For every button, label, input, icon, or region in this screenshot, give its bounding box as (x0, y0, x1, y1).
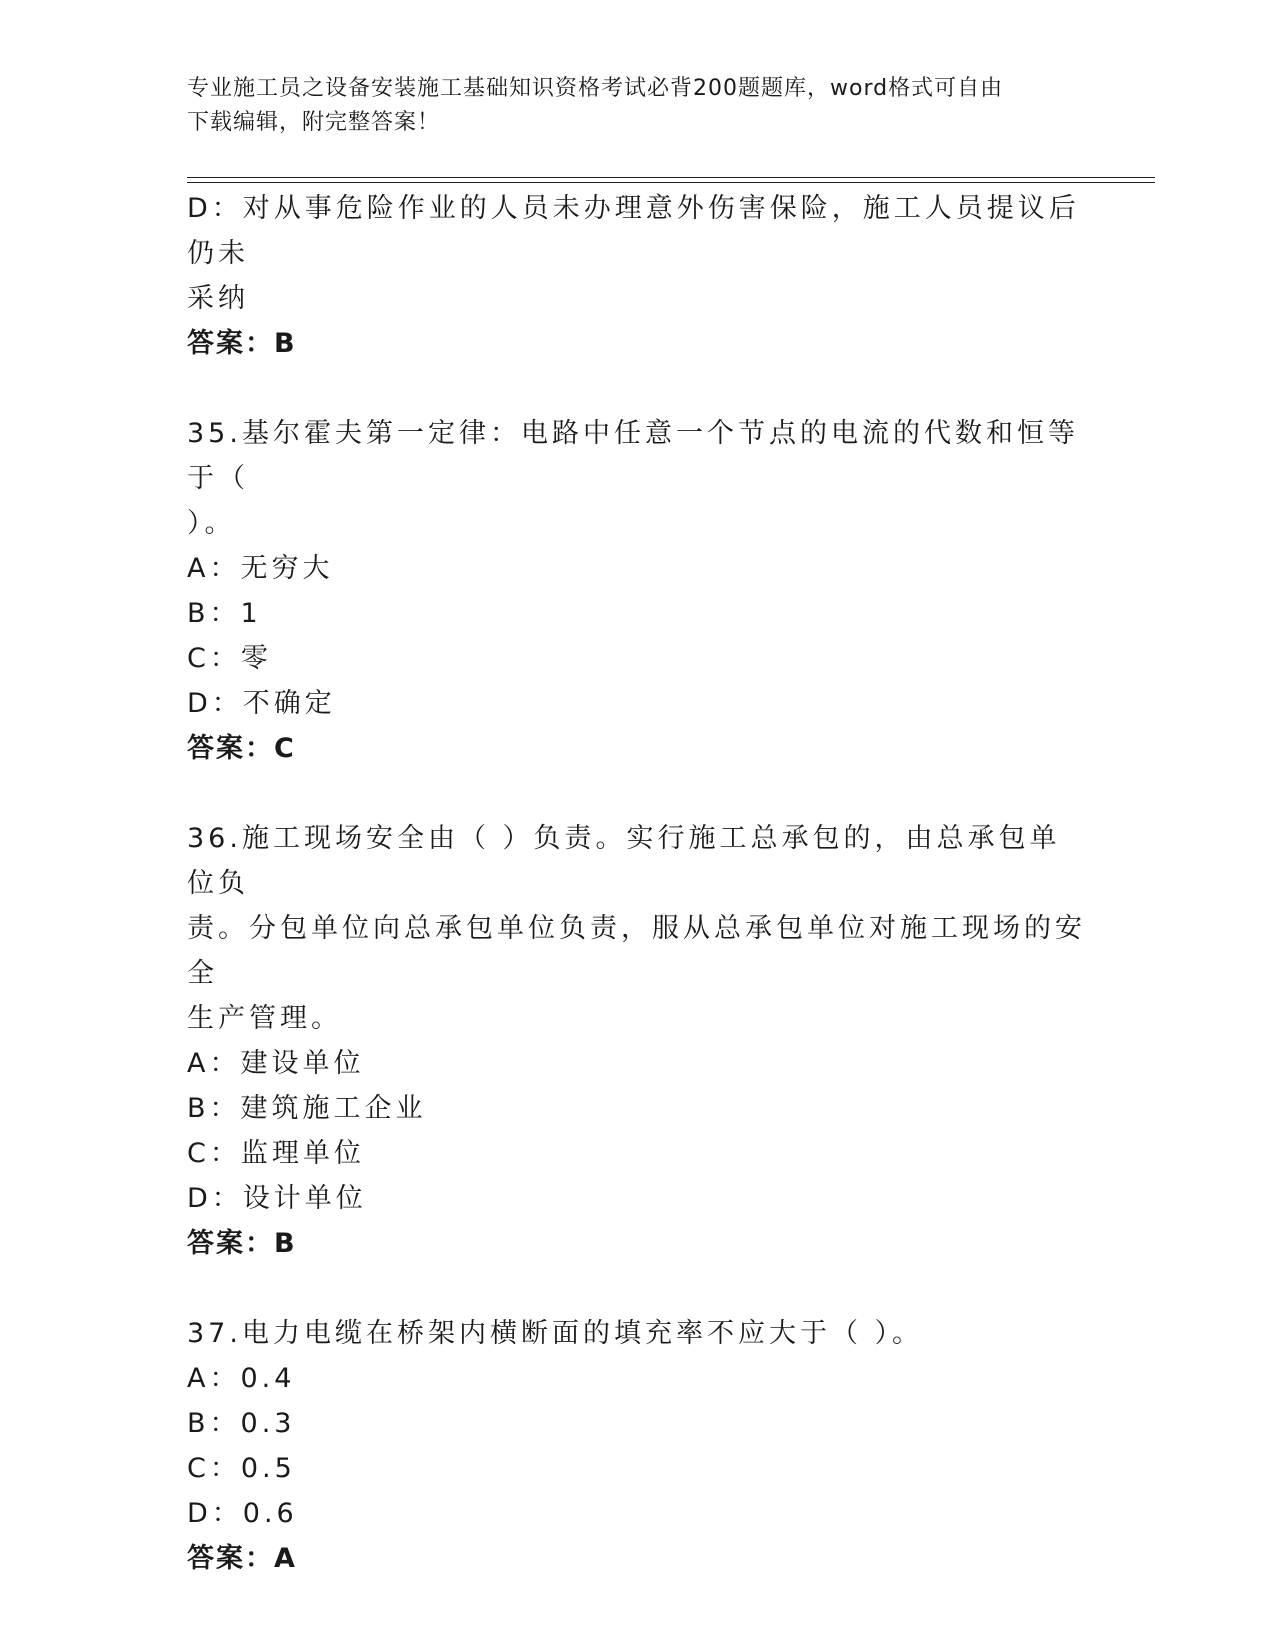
answer-line: 答案：B (187, 1228, 297, 1259)
page-header (187, 72, 1067, 140)
option-a: A：0.4 (187, 1363, 296, 1394)
option-d-continued: 采纳 (187, 283, 249, 314)
header-line-2: 下载编辑，附完整答案！ (187, 110, 441, 135)
option-b: B：建筑施工企业 (187, 1093, 427, 1124)
spacer (187, 366, 1087, 411)
header-divider-bottom (187, 182, 1155, 183)
answer-line: 答案：C (187, 733, 296, 764)
option-d: D：不确定 (187, 688, 336, 719)
header-line-1: 专业施工员之设备安装施工基础知识资格考试必背200题题库，word格式可自由 (187, 76, 1004, 101)
answer-line: 答案：A (187, 1543, 297, 1574)
previous-question-tail (187, 186, 1087, 366)
option-c: C：零 (187, 643, 272, 674)
option-d: D：0.6 (187, 1498, 298, 1529)
option-b: B：1 (187, 598, 262, 629)
header-divider-top (187, 177, 1155, 178)
spacer (187, 771, 1087, 816)
question-37 (187, 1311, 1087, 1581)
question-stem: 36.施工现场安全由（ ）负责。实行施工总承包的，由总承包单位负 (187, 823, 1061, 899)
question-stem: 37.电力电缆在桥架内横断面的填充率不应大于（ ）。 (187, 1318, 924, 1349)
option-d: D：对从事危险作业的人员未办理意外伤害保险，施工人员提议后仍未 (187, 193, 1080, 269)
document-body (187, 186, 1087, 1581)
question-35 (187, 411, 1087, 771)
spacer (187, 1266, 1087, 1311)
option-b: B：0.3 (187, 1408, 296, 1439)
option-c: C：0.5 (187, 1453, 296, 1484)
option-c: C：监理单位 (187, 1138, 365, 1169)
question-stem: 35.基尔霍夫第一定律：电路中任意一个节点的电流的代数和恒等于（ (187, 418, 1079, 494)
question-stem-continued: 生产管理。 (187, 1003, 342, 1034)
option-d: D：设计单位 (187, 1183, 367, 1214)
question-36 (187, 816, 1087, 1266)
answer-line: 答案：B (187, 328, 297, 359)
option-a: A：建设单位 (187, 1048, 365, 1079)
question-stem-continued: ）。 (187, 508, 236, 539)
option-a: A：无穷大 (187, 553, 334, 584)
question-stem-continued: 责。分包单位向总承包单位负责，服从总承包单位对施工现场的安全 (187, 913, 1086, 989)
